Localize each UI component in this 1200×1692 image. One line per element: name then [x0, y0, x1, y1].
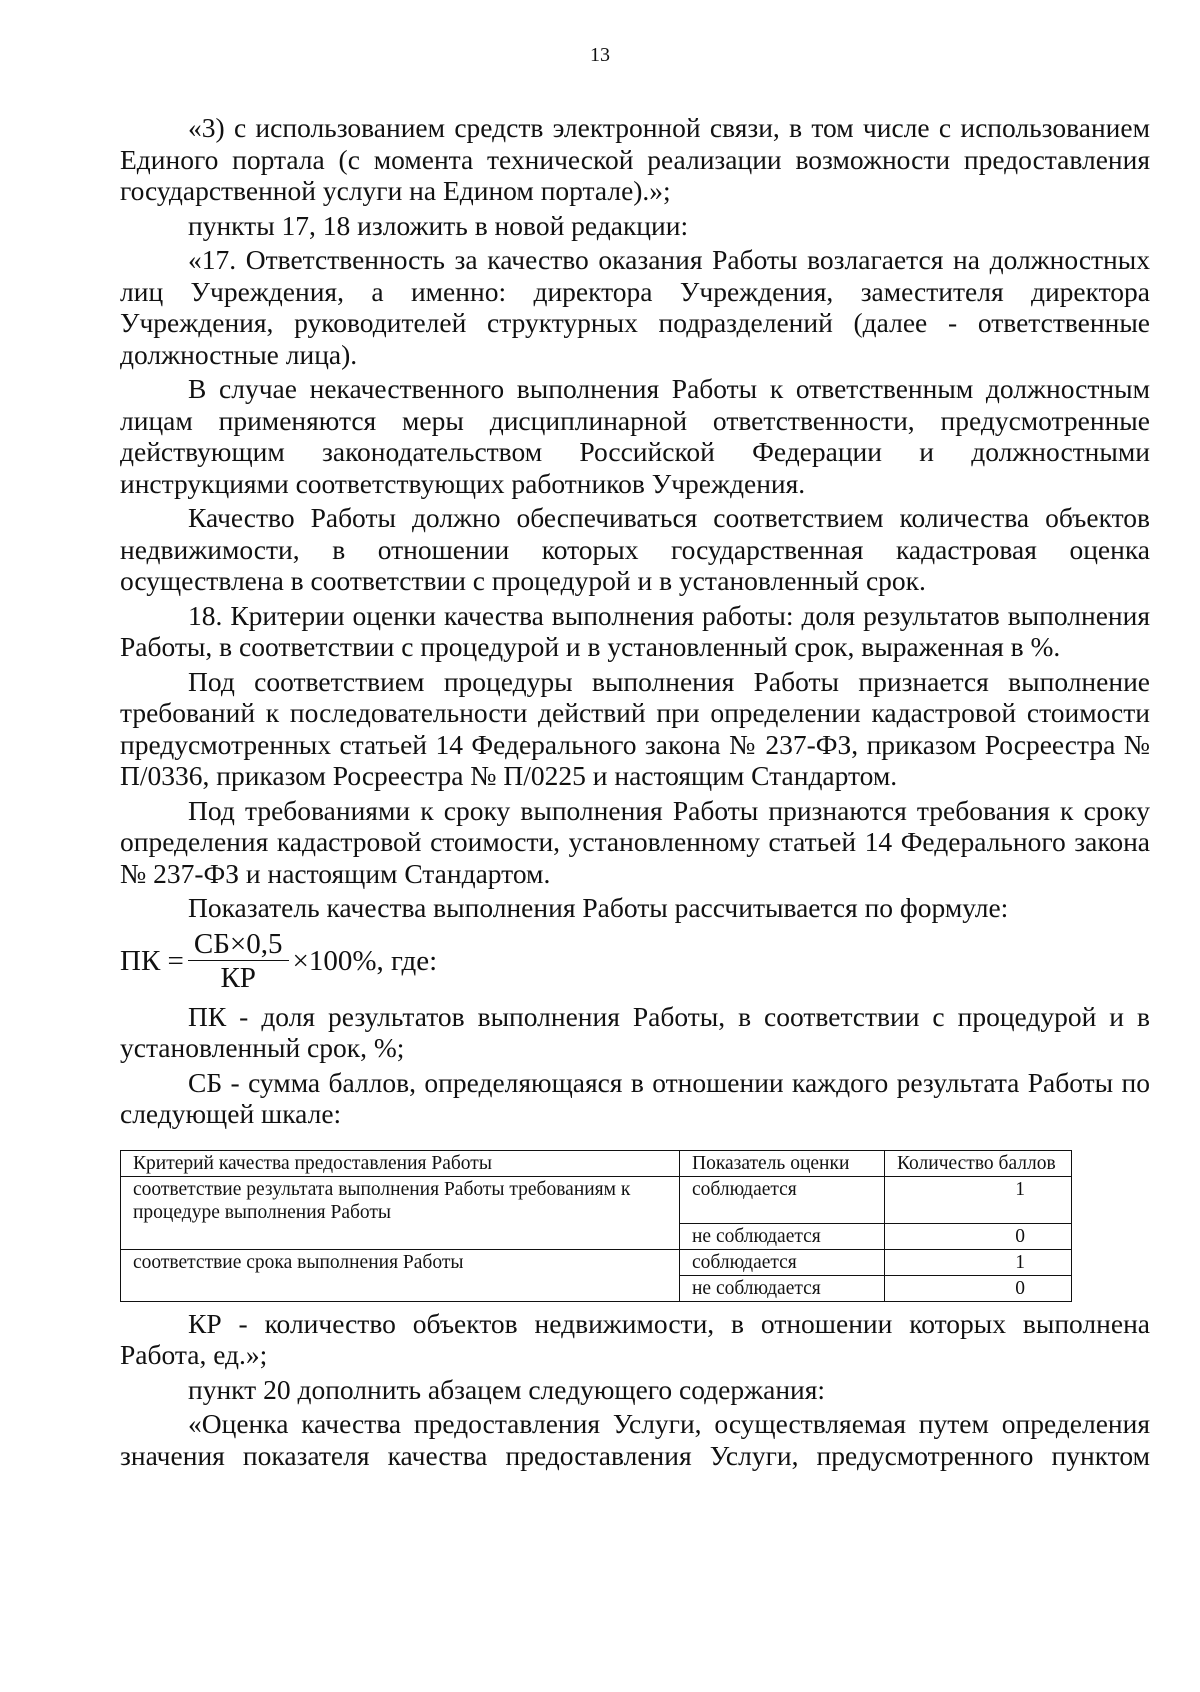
table-cell-indicator: соблюдается [680, 1249, 885, 1275]
table-cell-criterion: соответствие срока выполнения Работы [121, 1249, 680, 1301]
paragraph-indicator-formula-intro: Показатель качества выполнения Работы рассчитывается по формуле: [188, 892, 1009, 923]
table-header-indicator: Показатель оценки [680, 1150, 885, 1176]
formula-fraction [188, 928, 289, 995]
formula-rhs: ×100%, где: [292, 945, 438, 977]
table-cell-points: 0 [885, 1275, 1072, 1301]
formula-lhs: ПК = [120, 945, 184, 977]
table-header-points: Количество баллов [885, 1150, 1072, 1176]
table-header-criterion: Критерий качества предоставления Работы [121, 1150, 680, 1176]
paragraph-quality-assurance: Качество Работы должно обеспечиваться соответствием количества объектов недвижимости, в отношении которых государственная кадастровая оценка осуществлена в соответствии с процедурой и в установленный срок. [120, 502, 1150, 596]
paragraph-disciplinary-measures: В случае некачественного выполнения Работы к ответственным должностным лицам применяются меры дисциплинарной ответственности, предусмотренные действующим законодательством Российской Федерации и должностными инструкциями соответствующих работников Учреждения. [120, 373, 1150, 499]
paragraph-sb-definition: СБ - сумма баллов, определяющаяся в отношении каждого результата Работы по следующей шкале: [120, 1066, 1150, 1129]
page-number: 13 [590, 44, 610, 66]
table-cell-indicator: не соблюдается [680, 1275, 885, 1301]
table-cell-points: 1 [885, 1249, 1072, 1275]
table-cell-indicator: не соблюдается [680, 1223, 885, 1249]
paragraph-electronic-communication: «3) с использованием средств электронной связи, в том числе с использованием Единого портала (с момента технической реализации возможности предоставления государственной услуги на Едином портале).»; [120, 112, 1150, 206]
table-cell-points: 1 [885, 1176, 1072, 1223]
formula-denominator: КР [220, 961, 256, 994]
paragraph-deadline-requirements: Под требованиями к сроку выполнения Работы признаются требования к сроку определения кадастровой стоимости, установленному статьей 14 Федерального закона № 237-ФЗ и настоящим Стандартом. [120, 794, 1150, 889]
table-row [121, 1176, 1072, 1223]
paragraph-item-20-intro: пункт 20 дополнить абзацем следующего содержания: [188, 1373, 826, 1405]
table-cell-criterion: соответствие результата выполнения Работы требованиям к процедуре выполнения Работы [121, 1176, 680, 1249]
table-row [121, 1249, 1072, 1275]
paragraph-item-18: 18. Критерии оценки качества выполнения работы: доля результатов выполнения Работы, в соответствии с процедурой и в установленный срок, выраженная в %. [120, 599, 1150, 662]
paragraph-items-17-18-intro: пункты 17, 18 изложить в новой редакции: [188, 209, 689, 241]
paragraph-procedure-compliance: Под соответствием процедуры выполнения Работы признается выполнение требований к последовательности действий при определении кадастровой стоимости предусмотренных статьей 14 Федерального закона № 237-ФЗ, приказом Росреестра № П/0336, приказом Росреестра № П/0225 и настоящим Стандартом. [120, 665, 1150, 791]
formula-numerator: СБ×0,5 [188, 928, 289, 961]
paragraph-kr-definition: КР - количество объектов недвижимости, в отношении которых выполнена Работа, ед.»; [120, 1307, 1150, 1370]
quality-indicator-formula [120, 928, 1150, 995]
paragraph-pk-definition: ПК - доля результатов выполнения Работы, в соответствии с процедурой и в установленный срок, %; [120, 1000, 1150, 1063]
table-header-row [121, 1150, 1072, 1176]
table-cell-indicator: соблюдается [680, 1176, 885, 1223]
points-scale-table [120, 1150, 1072, 1302]
document-body [120, 112, 1150, 1471]
table-cell-points: 0 [885, 1223, 1072, 1249]
paragraph-item-17: «17. Ответственность за качество оказания Работы возлагается на должностных лиц Учреждения, а именно: директора Учреждения, заместителя директора Учреждения, руководителей структурных подразделений (далее - ответственные должностные лица). [120, 244, 1150, 370]
paragraph-service-quality-assessment: «Оценка качества предоставления Услуги, осуществляемая путем определения значения показателя качества предоставления Услуги, предусмотренного пунктом [120, 1408, 1150, 1471]
